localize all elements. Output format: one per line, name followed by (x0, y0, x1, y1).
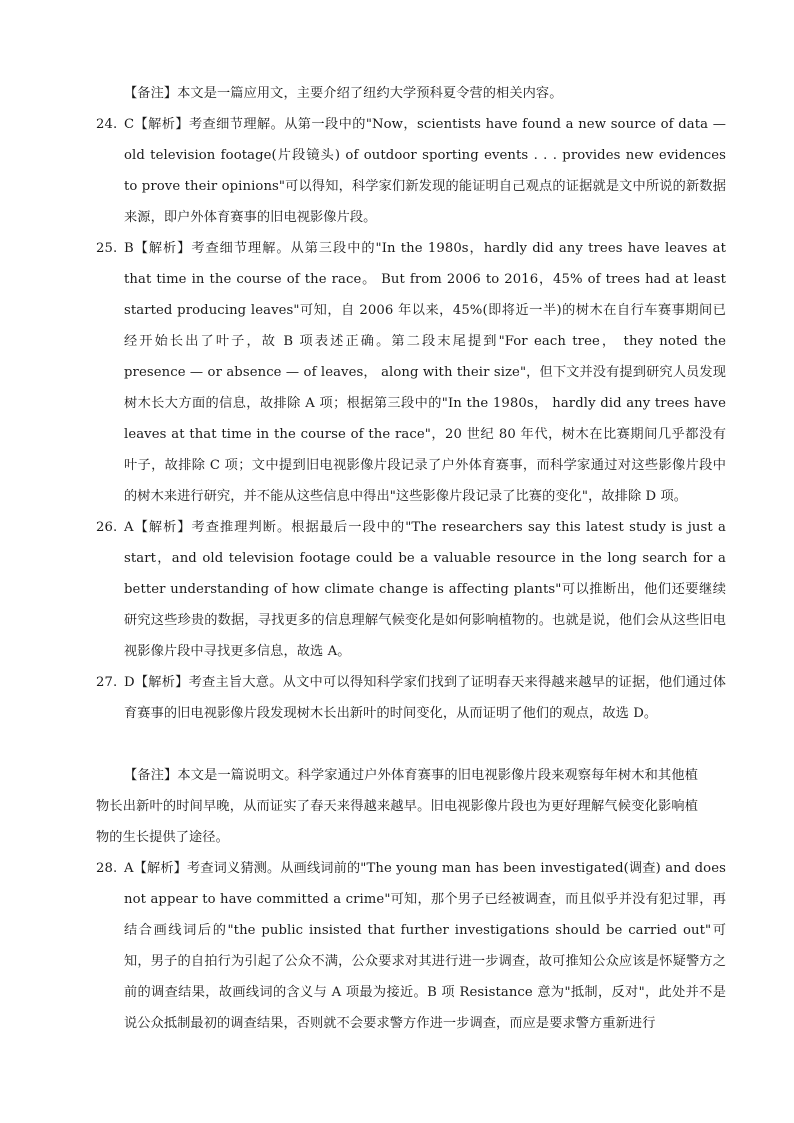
answer-item-26 (96, 512, 726, 667)
note-paragraph: 【备注】本文是一篇应用文，主要介绍了纽约大学预科夏令营的相关内容。 (124, 86, 563, 101)
item-text: A【解析】考查推理判断。根据最后一段中的"The researchers say this latest study is just a start，and old television footage could be a valuable resource in the long search for a better understanding of how climate change is affecting plants"可以推断出，他们还要继续研究这些珍贵的数据，寻找更多的信息理解气候变化是如何影响植物的。也就是说，他们会从这些旧电视影像片段中寻找更多信息，故选 A。 (124, 520, 726, 659)
item-text: D【解析】考查主旨大意。从文中可以得知科学家们找到了证明春天来得越来越早的证据，他们通过体育赛事的旧电视影像片段发现树木长出新叶的时间变化，从而证明了他们的观点，故选 D。 (124, 675, 726, 721)
item-number: 27. (96, 675, 118, 690)
item-number: 26. (96, 520, 118, 535)
item-text: B【解析】考查细节理解。从第三段中的"In the 1980s，hardly did any trees have leaves at that time in the course of the race。 But from 2006 to 2016，45% of trees had at least started producing leaves"可知，自 2006 年以来，45%(即将近一半)的树木在自行车赛事期间已经开始长出了叶子，故 B 项表述正确。第二段末尾提到"For each tree， they noted the presence — or absence — of leaves， along with their size"，但下文并没有提到研究人员发现树木长大方面的信息，故排除 A 项；根据第三段中的"In the 1980s， hardly did any trees have leaves at that time in the course of the race"，20 世纪 80 年代，树木在比赛期间几乎都没有叶子，故排除 C 项；文中提到旧电视影像片段记录了户外体育赛事，而科学家通过对这些影像片段中的树木来进行研究，并不能从这些信息中得出"这些影像片段记录了比赛的变化"，故排除 D 项。 (124, 241, 726, 504)
item-number: 25. (96, 241, 118, 256)
answer-item-27 (96, 667, 726, 729)
answer-item-28 (96, 853, 726, 1039)
item-text: A【解析】考查词义猜测。从画线词前的"The young man has been investigated(调查) and does not appear to have committed a crime"可知，那个男子已经被调查，而且似乎并没有犯过罪，再结合画线词后的"the public insisted that further investigations should be carried out"可知，男子的自拍行为引起了公众不满，公众要求对其进行进一步调查，故可推知公众应该是怀疑警方之前的调查结果，故画线词的含义与 A 项最为接近。B 项 Resistance 意为"抵制，反对"，此处并不是说公众抵制最初的调查结果，否则就不会要求警方作进一步调查，而应是要求警方重新进行 (124, 861, 726, 1031)
item-text: C【解析】考查细节理解。从第一段中的"Now，scientists have found a new source of data — old television footage(片段镜头) of outdoor sporting events . . . provides new evidences to prove their opinions"可以得知，科学家们新发现的能证明自己观点的证据就是文中所说的新数据来源，即户外体育赛事的旧电视影像片段。 (124, 117, 726, 225)
note-paragraph: 【备注】本文是一篇说明文。科学家通过户外体育赛事的旧电视影像片段来观察每年树木和其他植物长出新叶的时间早晚，从而证实了春天来得越来越早。旧电视影像片段也为更好理解气候变化影响植物的生长提供了途径。 (96, 768, 698, 845)
item-number: 28. (96, 861, 118, 876)
item-number: 24. (96, 117, 118, 132)
answer-item-25 (96, 233, 726, 512)
answer-item-24 (96, 109, 726, 233)
